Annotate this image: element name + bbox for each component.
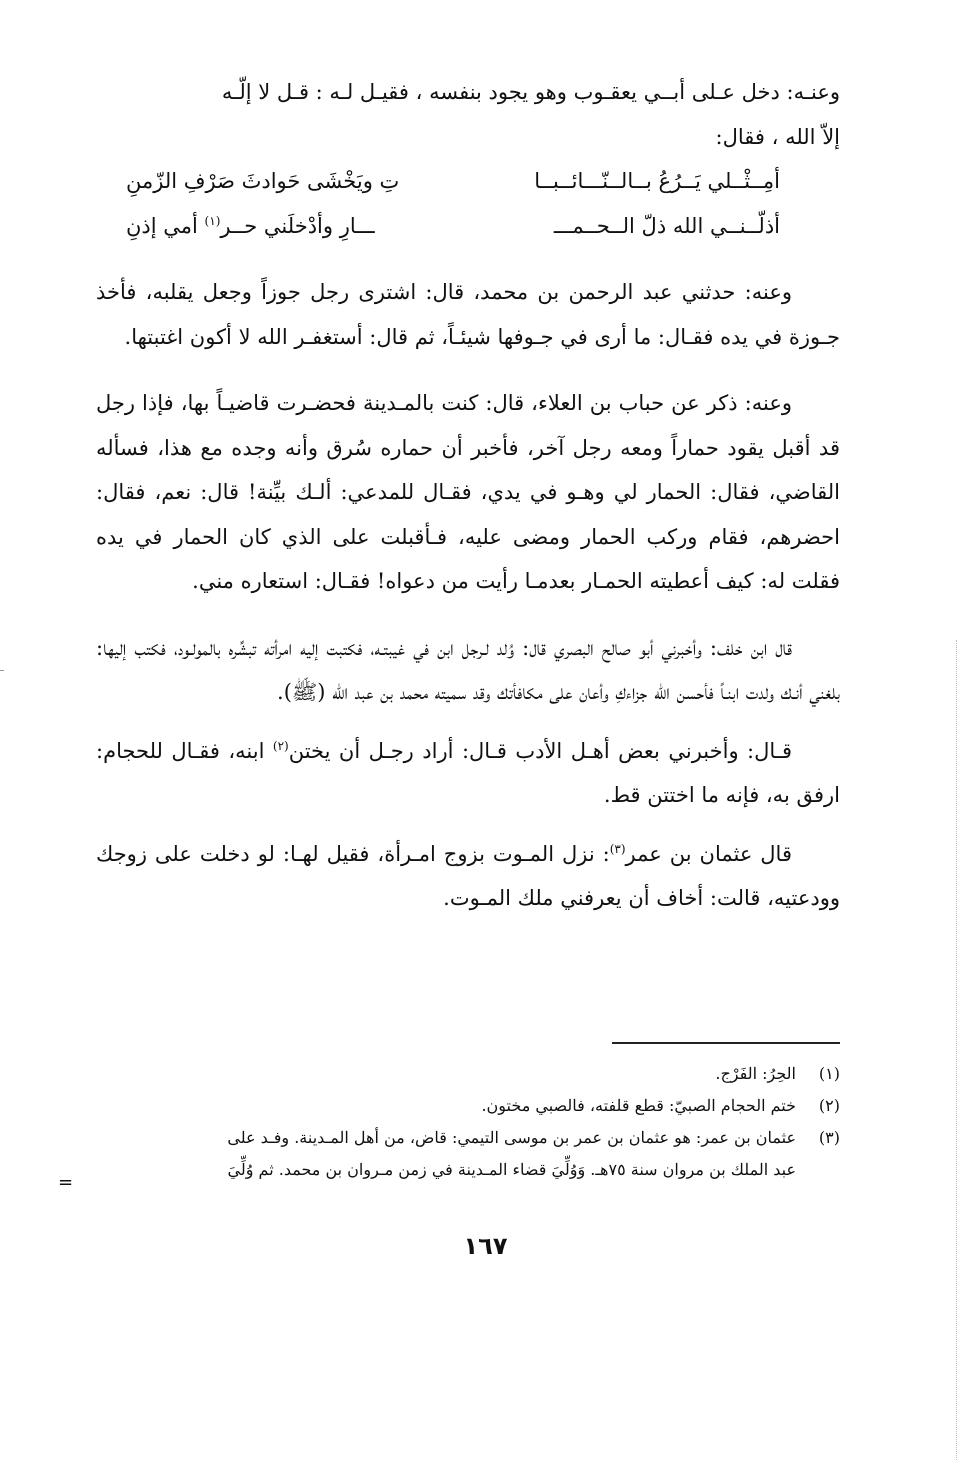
- footnote-3: [96, 1122, 840, 1154]
- verse-2: [96, 204, 840, 249]
- paragraph-1-line-1: وعنـه: دخل عـلى أبــي يعقـوب وهو يجود بنفسه ، فقيـل لـه : قـل لا إلّـه: [221, 80, 840, 104]
- footnote-separator: [612, 1042, 840, 1044]
- footnote-1: [96, 1058, 840, 1090]
- footnote-2-number: (٢): [818, 1096, 840, 1115]
- footnote-ref-2: (٢): [272, 738, 289, 753]
- paragraph-3: وعنه: ذكر عن حباب بن العلاء، قال: كنت بالمـدينة فحضـرت قاضيـاً بها، فإذا رجل قد أقبل يقود حماراً ومعه رجل آخر، فأخبر أن حماره سُرق وأنه وجده مع هذا، فسأله القاضي، فقال: الحمار لي وهـو في يدي، فقـال للمدعي: ألـك بيِّنة! قال: نعم، فقال: احضرهم، فقام وركب الحمار ومضى عليه، فـأقبلت على الذي كان الحمار في يده فقلت له: كيف أعطيته الحمـار بعدمـا رأيت من دعواه! فقـال: استعاره مني.: [96, 391, 840, 593]
- verse-2-text-a: ـــارِ وأدْخلَني حــر: [220, 213, 375, 238]
- paragraph-5-text-b: ابنه، فقـال للحجام: ارفق به، فإنه ما اختتن قط.: [96, 738, 840, 807]
- footnote-2: [96, 1090, 840, 1122]
- paragraph-6: [96, 832, 840, 921]
- footnote-3-text: عثمان بن عمر: هو عثمان بن عمر بن موسى التيمي: قاض، من أهل المـدينة. وفـد على: [227, 1128, 796, 1147]
- continuation-mark: =: [58, 1172, 74, 1193]
- footnote-3-continuation: عبد الملك بن مروان سنة ٧٥هـ. وَوُلِّيَ قضاء المـدينة في زمن مـروان بن محمد. ثم وُلِّيَ: [227, 1160, 796, 1179]
- main-text: [96, 70, 840, 921]
- paragraph-1-line-2: إلاّ الله ، فقال:: [715, 124, 840, 149]
- footnote-2-text: ختم الحجام الصبيّ: قطع قلفته، فالصبي مختون.: [481, 1096, 796, 1115]
- verse-2-text-b: أمي إذنِ: [126, 213, 205, 238]
- verse-1: [96, 159, 840, 204]
- footnotes: [96, 1058, 840, 1186]
- paragraph-4: قال ابن خلف: وأخبرني أبو صالح البصري قال: وُلد لـرجل ابن في غيبتـه، فكتبت إليه امرأته تبشِّره بالمولـود، فكتب إليها: بلغني أنـك ولدت ابنـاً فأحسن الله جزاءكِ وأعان على مكافأتك وقد سميته محمد بن عبد الله (ﷺ).: [96, 635, 840, 704]
- scan-edge-tick: [0, 670, 4, 671]
- paragraph-6-text-b: : نزل المـوت بزوج امـرأة، فقيل لهـا: لو دخلت على زوجك وودعتيه، قالت: أخاف أن يعرفني ملك المـوت.: [96, 841, 840, 910]
- paragraph-5: [96, 729, 840, 818]
- poem: [96, 159, 840, 248]
- verse-2-second-hemistich: [126, 204, 375, 249]
- page-number: ١٦٧: [463, 1232, 508, 1260]
- footnote-ref-3: (٣): [609, 841, 626, 856]
- footnote-1-number: (١): [818, 1064, 840, 1083]
- paragraph-6-text-a: قال عثمان بن عمر: [625, 841, 792, 866]
- verse-1-second-hemistich: تِ ويَخْشَى حَوادثَ صَرْفِ الزّمنِ: [126, 169, 400, 193]
- paragraph-2: وعنه: حدثني عبد الرحمن بن محمد، قال: اشترى رجل جوزاً وجعل يقلبه، فأخذ جـوزة في يده فقـال: ما أرى في جـوفها شيئـاً، ثم قال: أستغفـر الله لا أكون اغتبتها.: [96, 280, 840, 349]
- scan-edge-line: [955, 640, 957, 1460]
- paragraph-5-text-a: قـال: وأخبرني بعض أهـل الأدب قـال: أراد رجـل أن يختن: [288, 738, 792, 763]
- footnote-1-text: الحِرُ: الفَرْج.: [715, 1064, 796, 1083]
- footnote-3-number: (٣): [818, 1128, 840, 1147]
- verse-1-first-hemistich: أمِــثْــلي يَــرُعُ بــالــنّـــائــبــا: [534, 169, 780, 193]
- verse-2-first-hemistich: أذلّــنــي الله ذلّ الــحــمـــ: [553, 213, 780, 238]
- paragraph-1: [96, 70, 840, 159]
- footnote-ref-1: (١): [204, 213, 221, 228]
